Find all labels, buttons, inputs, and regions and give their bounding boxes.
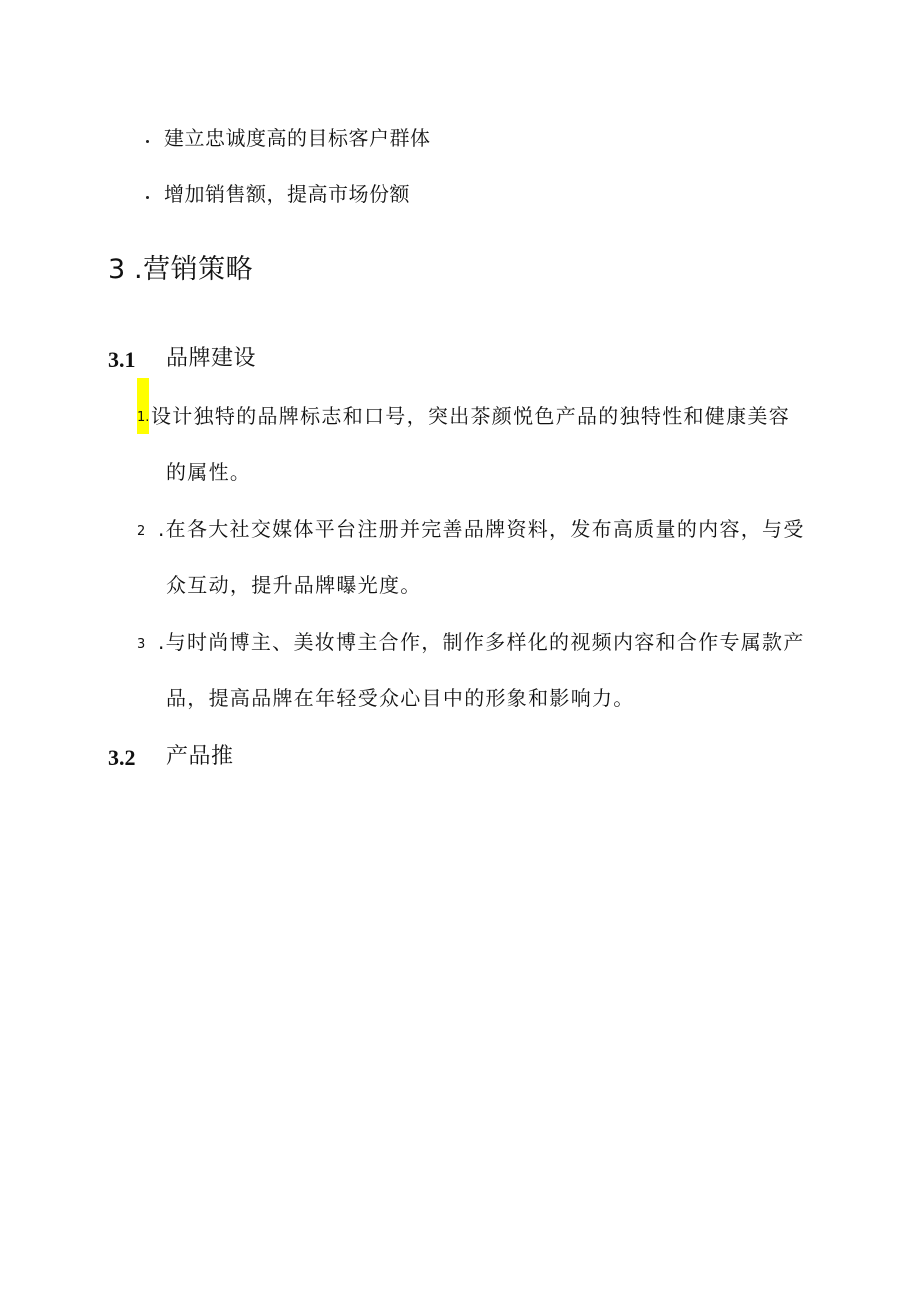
section-number: 3 [108,254,126,285]
subsection-number: 3.2 [108,745,136,770]
bullet-dot [146,140,149,143]
list-item-text: .与时尚博主、美妆博主合作，制作多样化的视频内容和合作专属款产 [158,630,805,654]
list-item-number: 2 [137,524,146,539]
bullet-item: 增加销售额，提高市场份额 [164,182,410,206]
section-title: .营销策略 [134,254,254,285]
list-item-text-continued: 品，提高品牌在年轻受众心目中的形象和影响力。 [166,686,635,710]
bullet-dot [146,196,149,199]
subsection-number: 3.1 [108,347,136,372]
list-item-number: 1. [137,410,150,425]
list-item-text: 设计独特的品牌标志和口号，突出茶颜悦色产品的独特性和健康美容 [151,404,790,428]
list-item-text-continued: 众互动，提升品牌曝光度。 [166,573,422,597]
subsection-title: 品牌建设 [166,346,257,371]
subsection-title: 产品推 [166,744,234,769]
bullet-item: 建立忠诚度高的目标客户群体 [164,126,431,150]
list-item-text: .在各大社交媒体平台注册并完善品牌资料，发布高质量的内容，与受 [158,517,805,541]
list-item-text-continued: 的属性。 [166,460,252,484]
list-item-number: 3 [137,637,146,652]
